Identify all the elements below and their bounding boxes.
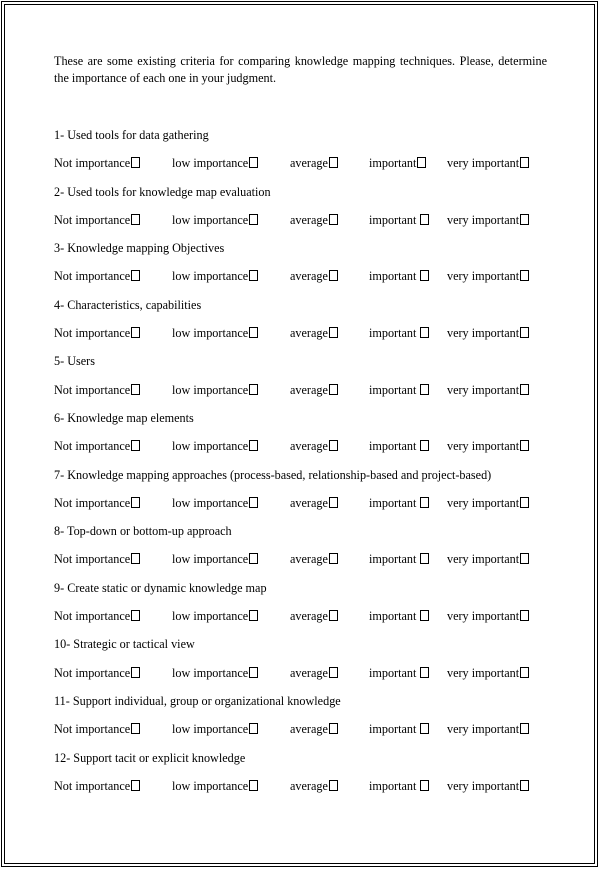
option-label: very important (447, 722, 520, 737)
option-low-importance[interactable] (172, 664, 258, 682)
option-label: Not importance (54, 382, 131, 397)
option-important[interactable] (369, 607, 429, 625)
option-label: low importance (172, 495, 249, 510)
criterion-title: 8- Top-down or bottom-up approach (54, 524, 232, 539)
option-label: important (369, 778, 417, 793)
criterion-title: 9- Create static or dynamic knowledge map (54, 580, 267, 595)
option-not-importance[interactable] (54, 720, 140, 738)
option-very-important[interactable] (447, 437, 529, 455)
rating-options-row (54, 777, 554, 805)
option-very-important[interactable] (447, 324, 529, 342)
checkbox-icon[interactable] (329, 780, 338, 791)
option-important[interactable] (369, 154, 426, 172)
rating-options-row (54, 607, 554, 635)
option-label: Not importance (54, 269, 131, 284)
option-label: Not importance (54, 665, 131, 680)
checkbox-icon[interactable] (329, 384, 338, 395)
criterion-title: 10- Strategic or tactical view (54, 637, 195, 652)
checkbox-icon[interactable] (131, 270, 140, 281)
criterion-title: 4- Characteristics, capabilities (54, 297, 202, 312)
checkbox-icon[interactable] (249, 327, 258, 338)
option-label: average (290, 269, 328, 284)
criterion-title: 12- Support tacit or explicit knowledge (54, 750, 246, 765)
checkbox-icon[interactable] (420, 497, 429, 508)
option-average[interactable] (290, 720, 338, 738)
option-average[interactable] (290, 777, 338, 795)
checkbox-icon[interactable] (249, 780, 258, 791)
checkbox-icon[interactable] (131, 667, 140, 678)
rating-options-row (54, 437, 554, 465)
option-average[interactable] (290, 381, 338, 399)
option-low-importance[interactable] (172, 607, 258, 625)
checkbox-icon[interactable] (249, 610, 258, 621)
option-low-importance[interactable] (172, 324, 258, 342)
option-low-importance[interactable] (172, 437, 258, 455)
criterion-title: 7- Knowledge mapping approaches (process-based, relationship-based and project-based) (54, 467, 492, 482)
rating-options-row (54, 324, 554, 352)
option-label: Not importance (54, 495, 131, 510)
option-label: low importance (172, 269, 249, 284)
checkbox-icon[interactable] (329, 327, 338, 338)
option-not-importance[interactable] (54, 607, 140, 625)
option-average[interactable] (290, 154, 338, 172)
checkbox-icon[interactable] (520, 553, 529, 564)
option-low-importance[interactable] (172, 381, 258, 399)
criteria-list (54, 126, 554, 805)
checkbox-icon[interactable] (249, 270, 258, 281)
option-not-importance[interactable] (54, 664, 140, 682)
option-label: Not importance (54, 212, 131, 227)
option-label: very important (447, 609, 520, 624)
checkbox-icon[interactable] (420, 667, 429, 678)
checkbox-icon[interactable] (520, 723, 529, 734)
option-label: average (290, 212, 328, 227)
option-label: low importance (172, 326, 249, 341)
checkbox-icon[interactable] (520, 384, 529, 395)
option-not-importance[interactable] (54, 381, 140, 399)
checkbox-icon[interactable] (249, 497, 258, 508)
option-label: Not importance (54, 609, 131, 624)
checkbox-icon[interactable] (520, 440, 529, 451)
rating-options-row (54, 381, 554, 409)
option-label: average (290, 439, 328, 454)
option-label: important (369, 665, 417, 680)
option-label: average (290, 778, 328, 793)
checkbox-icon[interactable] (420, 553, 429, 564)
checkbox-icon[interactable] (420, 270, 429, 281)
checkbox-icon[interactable] (420, 610, 429, 621)
option-important[interactable] (369, 324, 429, 342)
option-low-importance[interactable] (172, 494, 258, 512)
option-important[interactable] (369, 494, 429, 512)
option-not-importance[interactable] (54, 324, 140, 342)
option-low-importance[interactable] (172, 777, 258, 795)
checkbox-icon[interactable] (131, 723, 140, 734)
option-very-important[interactable] (447, 664, 529, 682)
criterion-title: 2- Used tools for knowledge map evaluation (54, 184, 271, 199)
option-label: low importance (172, 212, 249, 227)
checkbox-icon[interactable] (249, 157, 258, 168)
checkbox-icon[interactable] (131, 780, 140, 791)
option-label: Not importance (54, 722, 131, 737)
option-label: important (369, 212, 417, 227)
option-label: very important (447, 552, 520, 567)
checkbox-icon[interactable] (520, 610, 529, 621)
option-average[interactable] (290, 437, 338, 455)
checkbox-icon[interactable] (249, 667, 258, 678)
checkbox-icon[interactable] (420, 384, 429, 395)
checkbox-icon[interactable] (329, 270, 338, 281)
checkbox-icon[interactable] (329, 440, 338, 451)
option-not-importance[interactable] (54, 154, 140, 172)
checkbox-icon[interactable] (131, 214, 140, 225)
option-label: important (369, 722, 417, 737)
option-label: average (290, 382, 328, 397)
rating-options-row (54, 550, 554, 578)
option-label: important (369, 269, 417, 284)
option-low-importance[interactable] (172, 550, 258, 568)
checkbox-icon[interactable] (420, 723, 429, 734)
option-label: important (369, 382, 417, 397)
checkbox-icon[interactable] (417, 157, 426, 168)
option-label: important (369, 495, 417, 510)
option-low-importance[interactable] (172, 267, 258, 285)
option-label: low importance (172, 382, 249, 397)
checkbox-icon[interactable] (329, 667, 338, 678)
checkbox-icon[interactable] (249, 723, 258, 734)
option-average[interactable] (290, 550, 338, 568)
option-important[interactable] (369, 720, 429, 738)
checkbox-icon[interactable] (131, 384, 140, 395)
rating-options-row (54, 267, 554, 295)
rating-options-row (54, 211, 554, 239)
option-not-importance[interactable] (54, 777, 140, 795)
option-label: Not importance (54, 156, 131, 171)
option-label: low importance (172, 552, 249, 567)
option-important[interactable] (369, 437, 429, 455)
checkbox-icon[interactable] (329, 553, 338, 564)
option-label: very important (447, 665, 520, 680)
option-low-importance[interactable] (172, 154, 258, 172)
option-label: average (290, 326, 328, 341)
checkbox-icon[interactable] (520, 497, 529, 508)
option-label: Not importance (54, 778, 131, 793)
checkbox-icon[interactable] (131, 610, 140, 621)
checkbox-icon[interactable] (329, 497, 338, 508)
intro-paragraph: These are some existing criteria for comparing knowledge mapping techniques. Please, determine the importance of each one in your judgment. (54, 54, 547, 85)
criterion-title: 5- Users (54, 354, 95, 369)
option-not-importance[interactable] (54, 550, 140, 568)
option-not-importance[interactable] (54, 437, 140, 455)
criterion-title: 1- Used tools for data gathering (54, 128, 209, 142)
checkbox-icon[interactable] (520, 270, 529, 281)
option-label: very important (447, 439, 520, 454)
checkbox-icon[interactable] (329, 723, 338, 734)
option-not-importance[interactable] (54, 211, 140, 229)
checkbox-icon[interactable] (420, 440, 429, 451)
option-very-important[interactable] (447, 720, 529, 738)
option-label: very important (447, 212, 520, 227)
option-not-importance[interactable] (54, 267, 140, 285)
option-not-importance[interactable] (54, 494, 140, 512)
rating-options-row (54, 720, 554, 748)
rating-options-row (54, 664, 554, 692)
checkbox-icon[interactable] (329, 214, 338, 225)
checkbox-icon[interactable] (131, 327, 140, 338)
criterion-title: 11- Support individual, group or organizational knowledge (54, 693, 341, 708)
option-very-important[interactable] (447, 607, 529, 625)
option-important[interactable] (369, 267, 429, 285)
option-label: low importance (172, 609, 249, 624)
option-label: low importance (172, 778, 249, 793)
option-very-important[interactable] (447, 154, 529, 172)
option-label: important (369, 156, 417, 171)
option-very-important[interactable] (447, 381, 529, 399)
option-label: very important (447, 778, 520, 793)
checkbox-icon[interactable] (420, 327, 429, 338)
option-label: average (290, 552, 328, 567)
option-label: average (290, 156, 328, 171)
option-label: low importance (172, 722, 249, 737)
option-very-important[interactable] (447, 550, 529, 568)
option-label: average (290, 609, 328, 624)
option-very-important[interactable] (447, 494, 529, 512)
option-average[interactable] (290, 607, 338, 625)
option-label: important (369, 552, 417, 567)
option-label: important (369, 609, 417, 624)
option-label: very important (447, 495, 520, 510)
checkbox-icon[interactable] (131, 553, 140, 564)
option-label: low importance (172, 665, 249, 680)
option-important[interactable] (369, 664, 429, 682)
rating-options-row (54, 154, 554, 182)
option-average[interactable] (290, 664, 338, 682)
option-label: very important (447, 156, 520, 171)
option-label: very important (447, 382, 520, 397)
option-important[interactable] (369, 777, 429, 795)
option-very-important[interactable] (447, 211, 529, 229)
option-label: average (290, 495, 328, 510)
option-low-importance[interactable] (172, 211, 258, 229)
checkbox-icon[interactable] (131, 440, 140, 451)
option-average[interactable] (290, 267, 338, 285)
option-very-important[interactable] (447, 267, 529, 285)
checkbox-icon[interactable] (249, 384, 258, 395)
criterion-title: 6- Knowledge map elements (54, 410, 194, 425)
checkbox-icon[interactable] (520, 157, 529, 168)
option-important[interactable] (369, 381, 429, 399)
option-label: very important (447, 269, 520, 284)
checkbox-icon[interactable] (249, 440, 258, 451)
option-important[interactable] (369, 211, 429, 229)
option-low-importance[interactable] (172, 720, 258, 738)
checkbox-icon[interactable] (329, 157, 338, 168)
option-average[interactable] (290, 494, 338, 512)
option-important[interactable] (369, 550, 429, 568)
option-label: low importance (172, 439, 249, 454)
checkbox-icon[interactable] (131, 497, 140, 508)
criterion-title: 3- Knowledge mapping Objectives (54, 241, 225, 256)
checkbox-icon[interactable] (131, 157, 140, 168)
checkbox-icon[interactable] (249, 553, 258, 564)
option-label: Not importance (54, 326, 131, 341)
checkbox-icon[interactable] (520, 327, 529, 338)
rating-options-row (54, 494, 554, 522)
option-label: average (290, 665, 328, 680)
option-average[interactable] (290, 324, 338, 342)
checkbox-icon[interactable] (420, 214, 429, 225)
option-label: important (369, 326, 417, 341)
checkbox-icon[interactable] (329, 610, 338, 621)
checkbox-icon[interactable] (520, 214, 529, 225)
option-label: low importance (172, 156, 249, 171)
option-label: very important (447, 326, 520, 341)
option-label: important (369, 439, 417, 454)
option-average[interactable] (290, 211, 338, 229)
option-very-important[interactable] (447, 777, 529, 795)
option-label: Not importance (54, 552, 131, 567)
option-label: average (290, 722, 328, 737)
checkbox-icon[interactable] (249, 214, 258, 225)
checkbox-icon[interactable] (420, 780, 429, 791)
option-label: Not importance (54, 439, 131, 454)
checkbox-icon[interactable] (520, 667, 529, 678)
checkbox-icon[interactable] (520, 780, 529, 791)
